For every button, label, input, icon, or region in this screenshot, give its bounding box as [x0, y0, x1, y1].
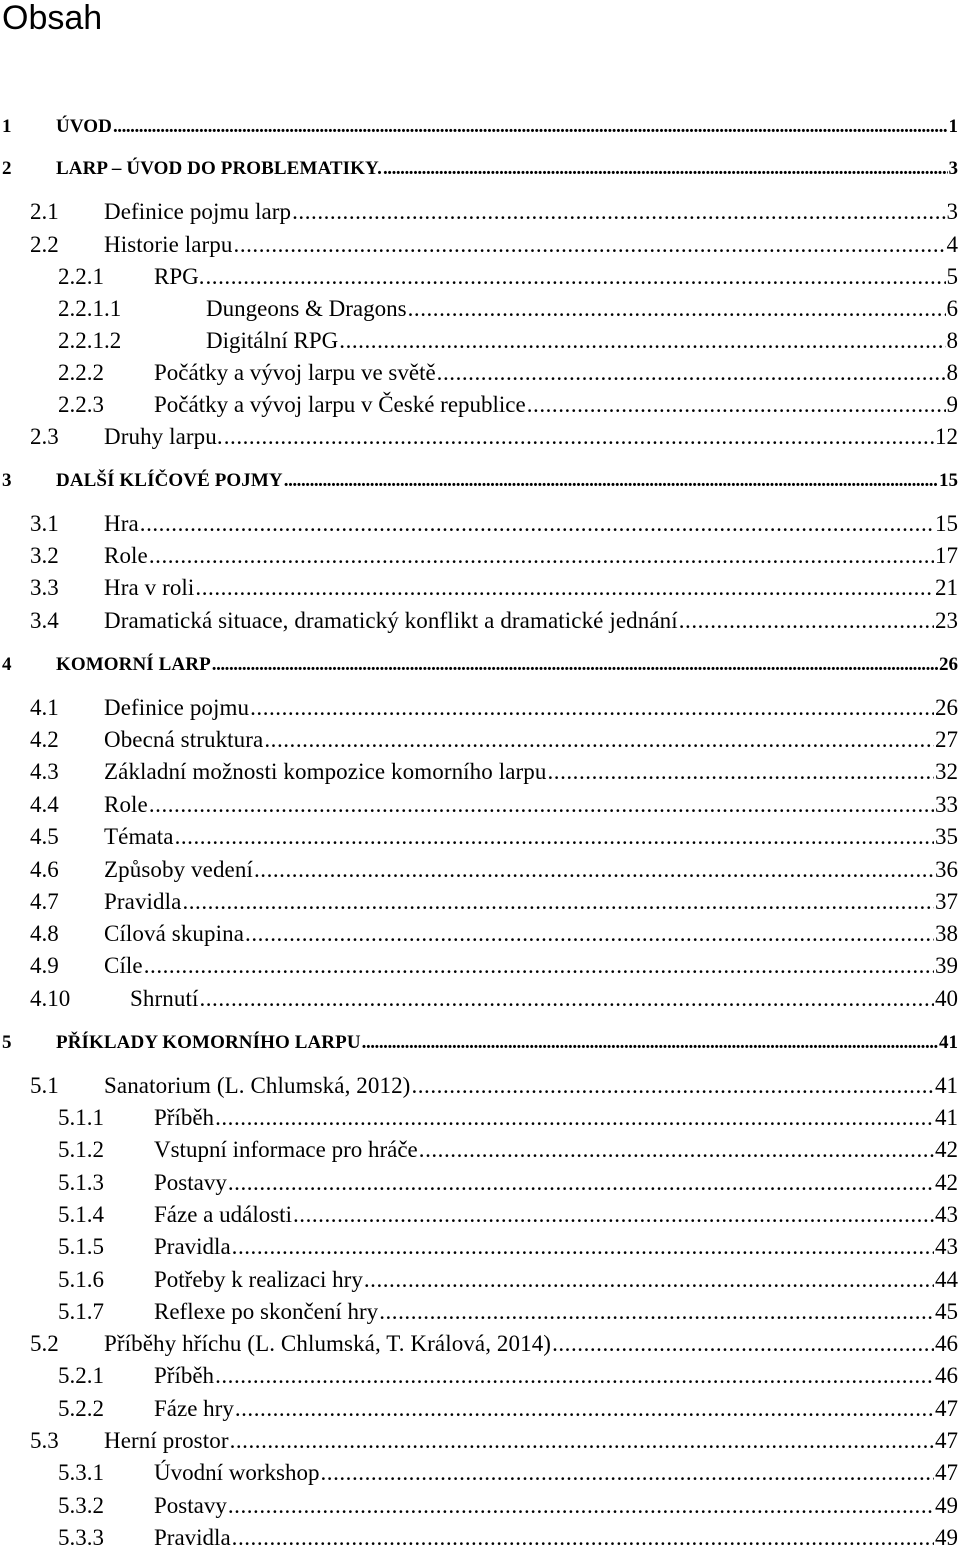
toc-entry-number: 5.1.6: [58, 1267, 104, 1292]
toc-entry-page: 46: [935, 1363, 958, 1388]
toc-entry-number: 2.3: [30, 424, 59, 449]
toc-dot-leader: [527, 390, 946, 420]
toc-dot-leader: [175, 822, 934, 852]
toc-dot-leader: [232, 1232, 934, 1262]
toc-entry-number: 2.2.2: [58, 360, 104, 385]
toc-entry-number: 4.1: [30, 695, 59, 720]
toc-entry[interactable]: [0, 693, 958, 723]
toc-entry-page: 36: [935, 857, 958, 882]
toc-entry-title: Definice pojmu larp: [104, 199, 292, 224]
toc-entry-page: 3: [946, 199, 958, 224]
toc-entry-page: 45: [935, 1299, 958, 1324]
toc-entry[interactable]: [0, 919, 958, 949]
toc-entry-number: 5.1.5: [58, 1234, 104, 1259]
toc-entry-title: Obecná struktura: [104, 727, 264, 752]
toc-entry-number: 3.1: [30, 511, 59, 536]
toc-entry-number: 2.1: [30, 199, 59, 224]
toc-entry-page: 47: [935, 1396, 958, 1421]
toc-entry[interactable]: [0, 326, 958, 356]
toc-entry-title: Fáze a události: [154, 1202, 292, 1227]
toc-entry-title: Role: [104, 543, 148, 568]
toc-dot-leader: [228, 1168, 934, 1198]
toc-dot-leader: [250, 693, 934, 723]
toc-entry-title: Příběh: [154, 1363, 215, 1388]
toc-entry-number: 4: [2, 654, 12, 675]
toc-entry-title: Reflexe po skončení hry: [154, 1299, 379, 1324]
toc-entry[interactable]: [0, 230, 958, 260]
toc-entry[interactable]: [0, 1329, 958, 1359]
toc-entry-title: Potřeby k realizaci hry: [154, 1267, 363, 1292]
toc-entry-number: 5.1.4: [58, 1202, 104, 1227]
toc-entry-number: 3.3: [30, 575, 59, 600]
toc-entry[interactable]: [0, 112, 958, 142]
toc-entry-page: 49: [935, 1493, 958, 1518]
toc-entry-page: 43: [935, 1202, 958, 1227]
toc-entry-page: 27: [935, 727, 958, 752]
toc-entry-title: Příběhy hříchu (L. Chlumská, T. Králová, 2014): [104, 1331, 552, 1356]
toc-entry-title: ÚVOD: [56, 116, 112, 137]
toc-entry-page: 40: [935, 986, 958, 1011]
toc-dot-leader: [419, 1135, 934, 1165]
toc-entry-page: 15: [939, 470, 958, 491]
toc-entry-title: Témata: [104, 824, 174, 849]
toc-entry-title: LARP – ÚVOD DO PROBLEMATIKY.: [56, 158, 382, 179]
toc-entry[interactable]: [0, 1232, 958, 1262]
toc-entry[interactable]: [0, 887, 958, 917]
toc-entry-title: Počátky a vývoj larpu v České republice: [154, 392, 526, 417]
toc-entry-number: 5.1.1: [58, 1105, 104, 1130]
toc-entry-page: 8: [946, 360, 958, 385]
toc-entry-page: 47: [935, 1460, 958, 1485]
toc-entry[interactable]: [0, 1491, 958, 1521]
toc-entry-number: 2.2.1.2: [58, 328, 122, 353]
toc-entry-title: Dungeons & Dragons: [206, 296, 407, 321]
toc-entry-title: DALŠÍ KLÍČOVÉ POJMY: [56, 470, 283, 491]
toc-dot-leader: [293, 1200, 934, 1230]
toc-dot-leader: [140, 509, 934, 539]
toc-entry-title: Pravidla: [154, 1234, 231, 1259]
toc-entry-page: 21: [935, 575, 958, 600]
toc-entry-title: Postavy: [154, 1170, 227, 1195]
toc-entry[interactable]: [0, 390, 958, 420]
toc-entry-title: Fáze hry: [154, 1396, 234, 1421]
toc-entry-number: 5.2.1: [58, 1363, 104, 1388]
toc-entry-title: RPG.: [154, 264, 205, 289]
toc-entry-title: PŘÍKLADY KOMORNÍHO LARPU: [56, 1032, 361, 1053]
toc-entry-number: 2.2.1.1: [58, 296, 122, 321]
toc-entry[interactable]: [0, 422, 958, 452]
toc-entry-title: Pravidla: [154, 1525, 231, 1550]
toc-entry[interactable]: [0, 725, 958, 755]
toc-entry-number: 5.1.2: [58, 1137, 104, 1162]
toc-entry-title: Historie larpu: [104, 232, 233, 257]
toc-entry[interactable]: [0, 855, 958, 885]
toc-entry-number: 5.1.7: [58, 1299, 104, 1324]
toc-dot-leader: [437, 358, 946, 388]
toc-entry[interactable]: [0, 541, 958, 571]
toc-dot-leader: [195, 573, 934, 603]
toc-dot-leader: [411, 1071, 934, 1101]
toc-entry-page: 41: [935, 1105, 958, 1130]
toc-entry-number: 4.3: [30, 759, 59, 784]
toc-dot-leader: [383, 154, 948, 184]
toc-dot-leader: [408, 294, 946, 324]
toc-dot-leader: [224, 422, 934, 452]
toc-entry[interactable]: [0, 606, 958, 636]
toc-entry[interactable]: [0, 1200, 958, 1230]
toc-entry-number: 5.2.2: [58, 1396, 104, 1421]
toc-entry-number: 5.3.1: [58, 1460, 104, 1485]
toc-dot-leader: [379, 1297, 934, 1327]
toc-entry-page: 17: [935, 543, 958, 568]
toc-entry-title: Počátky a vývoj larpu ve světě: [154, 360, 436, 385]
toc-entry[interactable]: [0, 197, 958, 227]
toc-entry[interactable]: [0, 573, 958, 603]
toc-entry-number: 4.4: [30, 792, 59, 817]
toc-entry[interactable]: [0, 294, 958, 324]
toc-dot-leader: [182, 887, 934, 917]
toc-entry-number: 2: [2, 158, 12, 179]
toc-entry-page: 15: [935, 511, 958, 536]
toc-entry-page: 1: [948, 116, 958, 137]
toc-entry-number: 4.10: [30, 986, 71, 1011]
toc-entry-number: 5.1: [30, 1073, 59, 1098]
page-title: Obsah: [2, 0, 103, 37]
toc-entry[interactable]: [0, 1028, 958, 1058]
toc-entry-title: KOMORNÍ LARP: [56, 654, 211, 675]
toc-entry-title: Vstupní informace pro hráče: [154, 1137, 418, 1162]
toc-dot-leader: [320, 1458, 934, 1488]
toc-dot-leader: [362, 1028, 938, 1058]
toc-entry[interactable]: [0, 650, 958, 680]
toc-entry[interactable]: [0, 951, 958, 981]
toc-entry-page: 41: [939, 1032, 958, 1053]
toc-entry-page: 26: [935, 695, 958, 720]
toc-entry-number: 2.2.3: [58, 392, 104, 417]
toc-entry-page: 38: [935, 921, 958, 946]
toc-dot-leader: [547, 757, 934, 787]
toc-dot-leader: [254, 855, 934, 885]
toc-entry-title: Role: [104, 792, 148, 817]
toc-dot-leader: [149, 790, 934, 820]
toc-dot-leader: [215, 1103, 934, 1133]
toc-entry[interactable]: [0, 1168, 958, 1198]
toc-entry-page: 33: [935, 792, 958, 817]
toc-entry-number: 4.6: [30, 857, 59, 882]
toc-entry-number: 5.3.2: [58, 1493, 104, 1518]
toc-entry[interactable]: [0, 1103, 958, 1133]
toc-dot-leader: [149, 541, 934, 571]
toc-entry-number: 3: [2, 470, 12, 491]
toc-entry[interactable]: [0, 1394, 958, 1424]
toc-entry[interactable]: [0, 262, 958, 292]
toc-entry[interactable]: [0, 1135, 958, 1165]
toc-dot-leader: [212, 650, 938, 680]
toc-entry-title: Definice pojmu: [104, 695, 250, 720]
toc-entry[interactable]: [0, 154, 958, 184]
toc-entry[interactable]: [0, 1523, 958, 1553]
toc-entry-title: Hra v roli: [104, 575, 195, 600]
toc-entry-title: Cílová skupina: [104, 921, 245, 946]
toc-entry[interactable]: [0, 1265, 958, 1295]
toc-entry-page: 44: [935, 1267, 958, 1292]
toc-entry-page: 8: [946, 328, 958, 353]
toc-dot-leader: [235, 1394, 934, 1424]
toc-entry-page: 42: [935, 1137, 958, 1162]
toc-entry-number: 3.4: [30, 608, 59, 633]
toc-dot-leader: [679, 606, 934, 636]
toc-entry[interactable]: [0, 1361, 958, 1391]
toc-dot-leader: [206, 262, 946, 292]
toc-entry-title: Sanatorium (L. Chlumská, 2012): [104, 1073, 411, 1098]
toc-dot-leader: [232, 1523, 934, 1553]
toc-dot-leader: [264, 725, 934, 755]
toc-entry-page: 26: [939, 654, 958, 675]
toc-entry-title: Úvodní workshop: [154, 1460, 320, 1485]
toc-entry-page: 41: [935, 1073, 958, 1098]
toc-entry[interactable]: [0, 466, 958, 496]
toc-entry-page: 46: [935, 1331, 958, 1356]
toc-entry[interactable]: [0, 1426, 958, 1456]
toc-entry-title: Pravidla: [104, 889, 182, 914]
toc-entry-page: 4: [946, 232, 958, 257]
toc-entry-page: 42: [935, 1170, 958, 1195]
toc-entry-page: 35: [935, 824, 958, 849]
toc-entry-number: 3.2: [30, 543, 59, 568]
toc-entry-title: Shrnutí: [130, 986, 199, 1011]
toc-entry-page: 49: [935, 1525, 958, 1550]
toc-entry-number: 5.1.3: [58, 1170, 104, 1195]
toc-entry-title: Druhy larpu.: [104, 424, 223, 449]
toc-entry[interactable]: [0, 984, 958, 1014]
toc-entry-title: Způsoby vedení: [104, 857, 253, 882]
toc-entry-page: 47: [935, 1428, 958, 1453]
toc-entry-title: Hra: [104, 511, 139, 536]
toc-entry[interactable]: [0, 1297, 958, 1327]
toc-dot-leader: [552, 1329, 934, 1359]
toc-entry-title: Postavy: [154, 1493, 227, 1518]
toc-entry[interactable]: [0, 358, 958, 388]
toc-dot-leader: [230, 1426, 934, 1456]
toc-entry-page: 5: [946, 264, 958, 289]
toc-entry-page: 43: [935, 1234, 958, 1259]
toc-entry-title: Cíle: [104, 953, 143, 978]
toc-entry-title: Herní prostor: [104, 1428, 229, 1453]
toc-entry-number: 4.2: [30, 727, 59, 752]
toc-entry-page: 37: [935, 889, 958, 914]
toc-dot-leader: [292, 197, 945, 227]
toc-entry-number: 5.3.3: [58, 1525, 104, 1550]
toc-entry-title: Digitální RPG: [206, 328, 339, 353]
toc-entry[interactable]: [0, 1458, 958, 1488]
toc-entry-number: 1: [2, 116, 12, 137]
toc-entry-page: 6: [946, 296, 958, 321]
toc-entry[interactable]: [0, 822, 958, 852]
toc-entry-number: 5: [2, 1032, 12, 1053]
toc-entry-page: 9: [946, 392, 958, 417]
toc-entry-number: 2.2: [30, 232, 59, 257]
toc-entry-title: Dramatická situace, dramatický konflikt a dramatické jednání: [104, 608, 678, 633]
toc-dot-leader: [199, 984, 934, 1014]
toc-dot-leader: [144, 951, 934, 981]
toc-dot-leader: [245, 919, 934, 949]
toc-entry-title: Příběh: [154, 1105, 215, 1130]
toc-entry[interactable]: [0, 790, 958, 820]
toc-dot-leader: [339, 326, 945, 356]
toc-entry-page: 23: [935, 608, 958, 633]
toc-entry-title: Základní možnosti kompozice komorního larpu: [104, 759, 547, 784]
toc-entry-page: 32: [935, 759, 958, 784]
toc-entry-page: 12: [935, 424, 958, 449]
toc-entry-number: 5.3: [30, 1428, 59, 1453]
toc-entry[interactable]: [0, 509, 958, 539]
toc-dot-leader: [215, 1361, 934, 1391]
toc-entry-number: 4.5: [30, 824, 59, 849]
toc-dot-leader: [364, 1265, 934, 1295]
toc-dot-leader: [113, 112, 948, 142]
toc-entry[interactable]: [0, 1071, 958, 1101]
toc-entry-page: 39: [935, 953, 958, 978]
toc-dot-leader: [234, 230, 946, 260]
toc-entry-number: 4.8: [30, 921, 59, 946]
toc-dot-leader: [284, 466, 938, 496]
toc-entry-page: 3: [948, 158, 958, 179]
toc-entry-number: 4.7: [30, 889, 59, 914]
toc-dot-leader: [228, 1491, 934, 1521]
toc-entry-number: 2.2.1: [58, 264, 104, 289]
toc-entry-number: 4.9: [30, 953, 59, 978]
toc-entry[interactable]: [0, 757, 958, 787]
toc-entry-number: 5.2: [30, 1331, 59, 1356]
